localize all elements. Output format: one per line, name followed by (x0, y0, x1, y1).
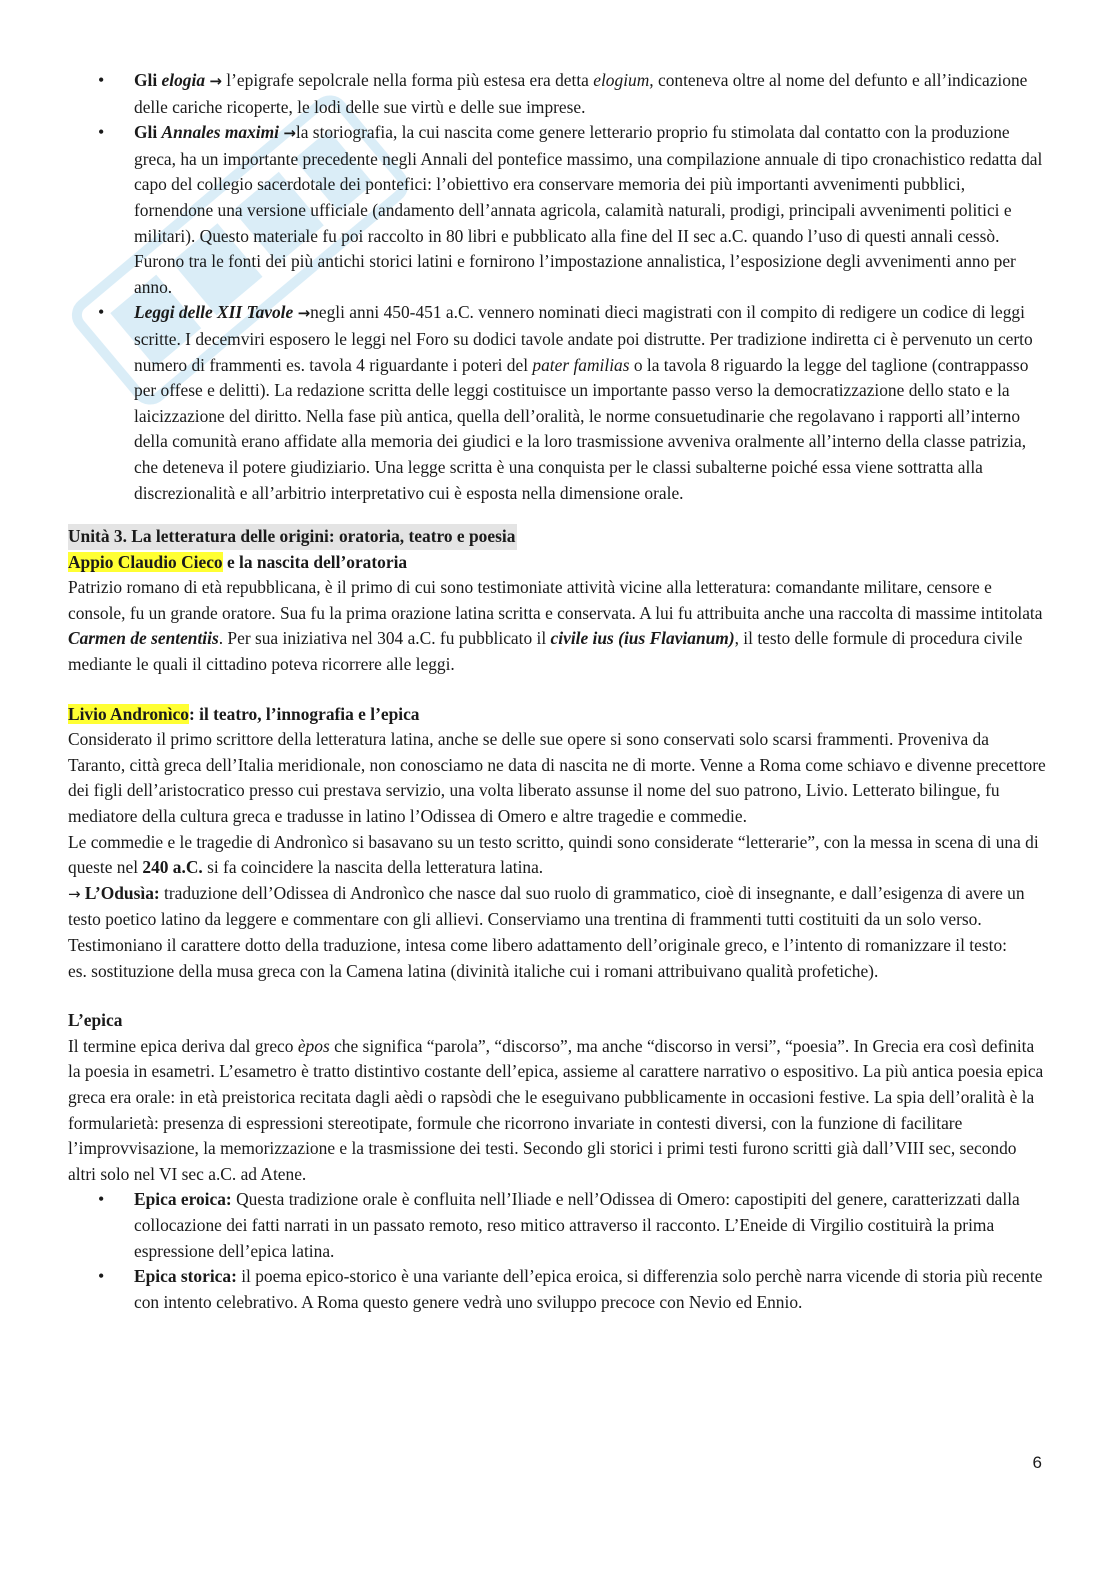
term-elogia: elogia (161, 70, 206, 90)
page-number: 6 (1032, 1453, 1042, 1472)
section-heading-appio (68, 550, 1048, 576)
bold-date: 240 a.C. (142, 857, 203, 878)
term-prefix: Gli (134, 122, 162, 143)
highlighted-name: Appio Claudio Cieco (68, 551, 223, 572)
list-item-epica-eroica (68, 1187, 1048, 1264)
heading-rest: : il teatro, l’innografia e l’epica (188, 703, 420, 724)
list-item-text: negli anni 450-451 a.C. vennero nominati dieci magistrati con il compito di redigere un codice di leggi scritte. I decemviri esposero le leggi nel Foro su dodici tavole andate poi distrutte. Per tradizione indiretta ci è pervenuto un certo numero di frammenti es. tavola 4 riguardante i poteri del (134, 302, 1033, 375)
paragraph-livio-2 (68, 830, 1048, 881)
paragraph-epica (68, 1034, 1048, 1188)
spacer (68, 678, 1048, 702)
paragraph-text: traduzione dell’Odissea di Andronìco che nasce dal suo ruolo di grammatico, cioè di insegnante, e dall’esigenza di avere un testo poetico latino da leggere e commentare con gli allievi. Conserviamo una trentina di frammenti tutti costituiti da un solo verso. Testimoniano il carattere dotto della traduzione, intesa come libero adattamento dell’originale greco, e l’intento di romanizzare il testo: (68, 882, 1025, 955)
term-annales-maximi: Annales maximi (161, 122, 279, 143)
list-item-text: Questa tradizione orale è confluita nell’Iliade e nell’Odissea di Omero: capostipiti del genere, caratterizzati dalla collocazione dei fatti narrati in un passato remoto, reso mitico attraverso il racconto. L’Eneide di Virgilio costituirà la prima espressione dell’epica latina. (134, 1189, 1020, 1261)
list-item-elogia (68, 68, 1048, 120)
term-prefix: Gli (134, 70, 162, 90)
arrow-icon: → (297, 304, 311, 323)
bold-label: Epica eroica: (134, 1189, 232, 1210)
paragraph-text: Le commedie e le tragedie di Andronìco si basavano su un testo scritto, quindi sono considerate “letterarie”, con la messa in scena di una di queste nel (68, 831, 1039, 878)
top-bullet-list (68, 68, 1048, 506)
bold-label: Epica storica: (134, 1266, 237, 1287)
unit-heading: Unità 3. La letteratura delle origini: oratoria, teatro e poesia (68, 524, 517, 550)
list-item-text: il poema epico-storico è una variante dell’epica eroica, si differenzia solo perchè narra vicende di storia più recente con intento celebrativo. A Roma questo genere vedrà uno sviluppo precoce con Nevio ed Ennio. (134, 1266, 1043, 1312)
italic-term: èpos (297, 1035, 330, 1056)
paragraph-text: Patrizio romano di età repubblicana, è il primo di cui sono testimoniate attività vicine alla letteratura: comandante militare, censore e console, fu un grande oratore. Sua fu la prima orazione latina scritta e conservata. A lui fu attribuita anche una raccolta di massime intitolata (68, 577, 1043, 623)
list-item-text: l’epigrafe sepolcrale nella forma più estesa era detta (221, 70, 594, 90)
list-item-annales (68, 120, 1048, 300)
paragraph-text: Il termine epica deriva dal greco (68, 1035, 298, 1056)
paragraph-odusia (68, 881, 1048, 959)
bold-label: L’Odusìa: (80, 882, 160, 903)
italic-term: elogium, (593, 70, 654, 90)
paragraph-text: si fa coincidere la nascita della letteratura latina. (202, 857, 544, 878)
paragraph-text: che significa “parola”, “discorso”, ma anche “discorso in versi”, “poesia”. In Grecia era così definita la poesia in esametri. L’esametro è tratto distintivo costante dell’epica, assieme al carattere narrativo o espositivo. La più antica poesia epica greca era orale: in età preistorica recitata dagli aèdi o rapsòdi che le eseguivano pubblicamente in occasioni festive. La spia dell’oralità è la formularietà: presenza di espressioni stereotipate, formule che ricorrono invariate in contesti diversi, con la funzione di facilitare l’improvvisazione, la memorizzazione e la trasmissione dei testi. Secondo gli storici i primi testi furono scritti già dall’VIII sec, secondo altri solo nel VI sec a.C. ad Atene. (68, 1035, 1044, 1184)
italic-term: pater familias (532, 354, 630, 375)
page-content (68, 68, 1048, 1315)
arrow-icon: → (68, 884, 81, 903)
list-item-xii-tavole (68, 300, 1048, 506)
italic-title: Carmen de sententiis (68, 628, 219, 649)
highlighted-name: Livio Andronìco (68, 703, 189, 724)
term-leggi-xii-tavole: Leggi delle XII Tavole (134, 302, 294, 323)
list-item-text: o la tavola 8 riguardo la legge del taglione (contrappasso per offese e delitti). La redazione scritta delle leggi costituisce un importante passo verso la democratizzazione dello stato e la laicizzazione del diritto. Nella fase più antica, quella dell’oralità, le norme consuetudinarie che regolavano i rapporti all’interno della comunità erano affidate alla memoria dei giudici e la loro trasmissione avveniva oralmente all’interno della classe patrizia, che deteneva il potere giudiziario. Una legge scritta è una conquista per le classi subalterne poiché essa viene sottratta alla discrezionalità e all’arbitrio interpretativo cui è esposta nella dimensione orale. (134, 354, 1029, 503)
section-heading-livio (68, 702, 1048, 728)
spacer (68, 984, 1048, 1008)
section-heading-epica: L’epica (68, 1010, 123, 1031)
arrow-icon: → (209, 72, 222, 90)
paragraph-example: es. sostituzione della musa greca con la Camena latina (divinità italiche cui i romani attribuivano qualità profetiche). (68, 960, 879, 981)
paragraph-text: . Per sua iniziativa nel 304 a.C. fu pubblicato il (218, 628, 551, 649)
paragraph-text: , il testo delle formule di procedura civile mediante le quali il cittadino poteva ricorrere alle leggi. (68, 628, 1023, 675)
arrow-icon: → (283, 124, 296, 143)
epica-bullet-list (68, 1187, 1048, 1315)
heading-rest: e la nascita dell’oratoria (222, 551, 408, 572)
italic-title: civile ius (ius Flavianum) (550, 628, 735, 649)
paragraph-livio-1: Considerato il primo scrittore della letteratura latina, anche se delle sue opere si sono conservati solo scarsi frammenti. Proveniva da Taranto, città greca dell’Italia meridionale, non conosciamo ne data di nascita ne di morte. Venne a Roma come schiavo e divenne precettore dei figli dell’aristocratico presso cui prestava servizio, una volta liberato assunse il nome del suo patrono, Livio. Letterato bilingue, fu mediatore della cultura greca e tradusse in latino l’Odissea di Omero e altre tragedie e commedie. (68, 729, 1046, 827)
list-item-text: la storiografia, la cui nascita come genere letterario proprio fu stimolata dal contatto con la produzione greca, ha un importante precedente negli Annali del pontefice massimo, una compilazione annuale di tipo cronachistico redatta dal capo del collegio sacerdotale dei pontefici: l’obiettivo era conservare memoria dei più importanti avvenimenti pubblici, fornendone una versione ufficiale (andamento dell’annata agricola, calamità naturali, prodigi, principali avvenimenti politici e militari). Questo materiale fu poi raccolto in 80 libri e pubblicato alla fine del II sec a.C. quando l’uso di questi annali cessò. Furono tra le fonti dei più antichi storici latini e fornirono l’impostazione annalistica, l’esposizione degli avvenimenti anno per anno. (134, 122, 1043, 297)
list-item-text: conteneva oltre al nome del defunto e all’indicazione delle cariche ricoperte, le lodi delle sue virtù e delle sue imprese. (134, 70, 1028, 117)
paragraph-appio (68, 575, 1048, 677)
list-item-epica-storica (68, 1264, 1048, 1315)
